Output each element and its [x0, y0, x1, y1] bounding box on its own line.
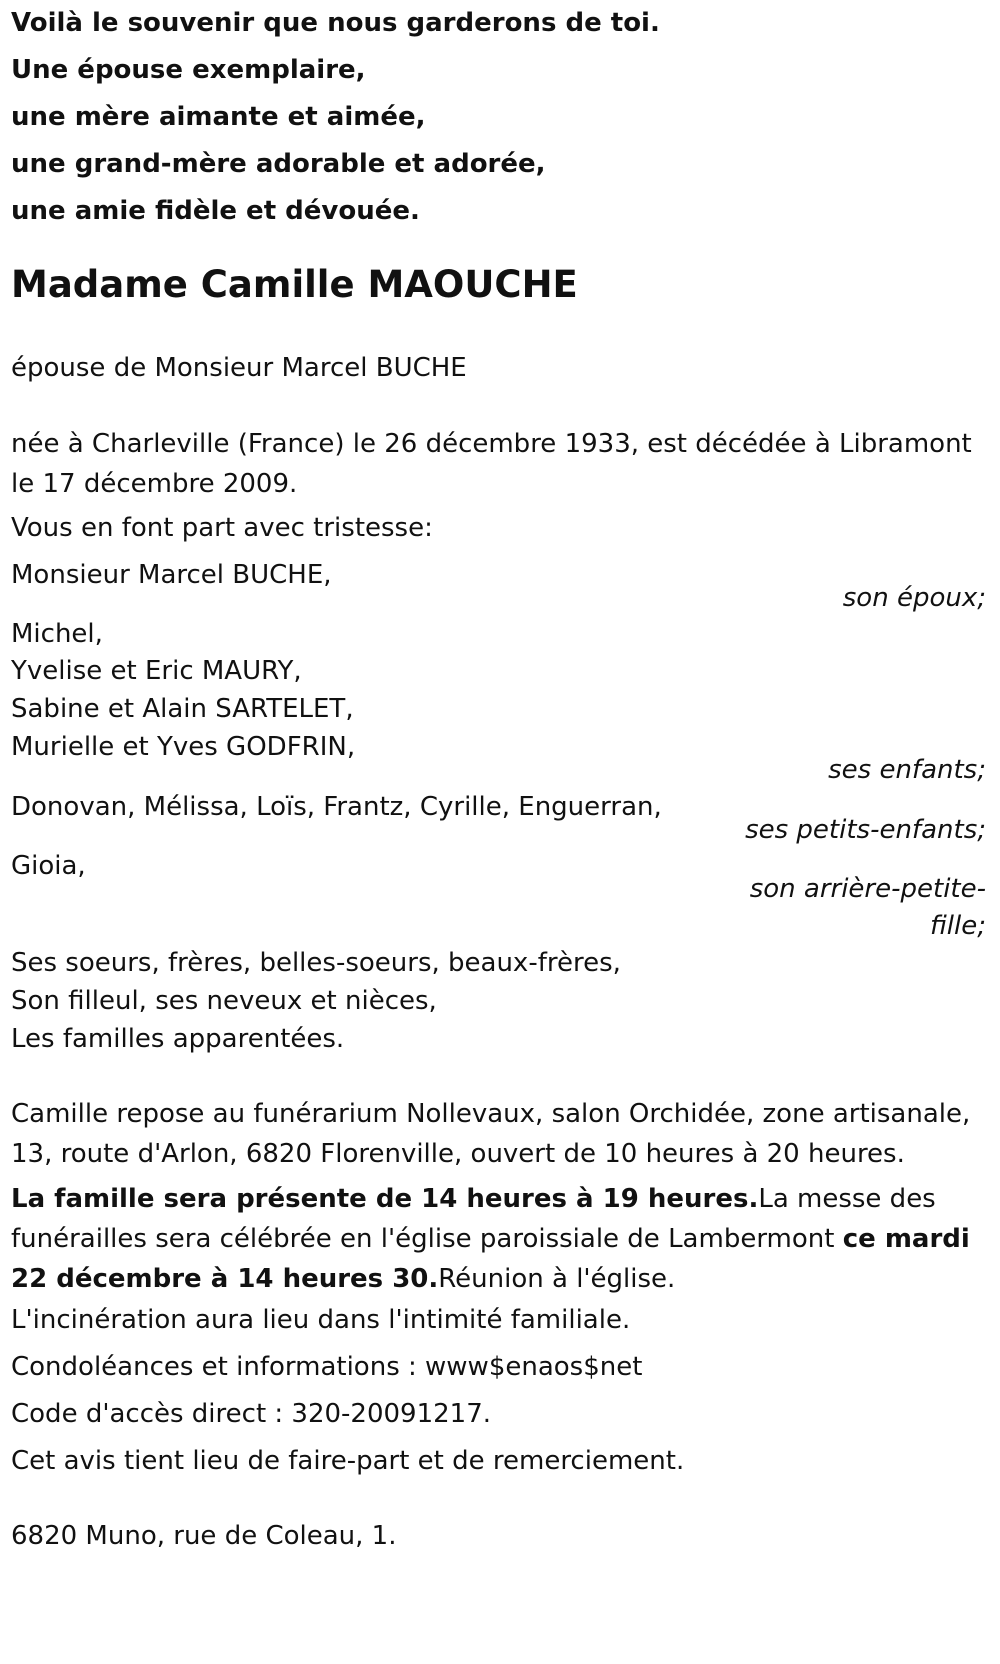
incineration-text: L'incinération aura lieu dans l'intimité familiale.	[11, 1305, 631, 1335]
husband-name: Monsieur Marcel BUCHE,	[11, 560, 332, 590]
family-present-text: La famille sera présente de 14 heures à 19 heures.	[11, 1184, 759, 1214]
poem-line-4: une grand-mère adorable et adorée,	[11, 149, 546, 179]
other-family-2: Son filleul, ses neveux et nièces,	[11, 986, 437, 1016]
mass-text: La messe des funérailles sera célébrée en l'église paroissiale de Lambermont	[11, 1184, 936, 1254]
condolences-text: Condoléances et informations : www$enaos$net	[11, 1352, 643, 1382]
announcement-text: Vous en font part avec tristesse:	[11, 513, 433, 543]
child-1: Michel,	[11, 619, 103, 649]
poem-line-1: Voilà le souvenir que nous garderons de toi.	[11, 8, 660, 38]
ceremony-date: ce mardi 22 décembre à 14 heures 30.	[11, 1224, 970, 1294]
great-grandchild-name: Gioia,	[11, 851, 86, 881]
spouse-line: épouse de Monsieur Marcel BUCHE	[11, 353, 467, 383]
ceremony-paragraph	[11, 1179, 986, 1299]
deceased-name: Madame Camille MAOUCHE	[11, 263, 578, 306]
funerarium-text: Camille repose au funérarium Nollevaux, salon Orchidée, zone artisanale, 13, route d'Arlon, 6820 Florenville, ouvert de 10 heures à 20 heures.	[11, 1099, 971, 1169]
child-3: Sabine et Alain SARTELET,	[11, 694, 354, 724]
notice-text: Cet avis tient lieu de faire-part et de remerciement.	[11, 1446, 685, 1476]
other-family-3: Les familles apparentées.	[11, 1024, 345, 1054]
child-2: Yvelise et Eric MAURY,	[11, 656, 302, 686]
children-role: ses enfants;	[828, 755, 986, 785]
poem-line-3: une mère aimante et aimée,	[11, 102, 426, 132]
great-grandchild-role-line-2: fille;	[930, 911, 986, 941]
address-text: 6820 Muno, rue de Coleau, 1.	[11, 1521, 397, 1551]
husband-role: son époux;	[842, 583, 986, 613]
meeting-text: Réunion à l'église.	[438, 1264, 676, 1294]
other-family-1: Ses soeurs, frères, belles-soeurs, beaux-frères,	[11, 948, 621, 978]
grandchildren-names: Donovan, Mélissa, Loïs, Frantz, Cyrille, Enguerran,	[11, 792, 662, 822]
child-4: Murielle et Yves GODFRIN,	[11, 732, 356, 762]
birth-death-text: née à Charleville (France) le 26 décembre 1933, est décédée à Libramont le 17 décembre 2009.	[11, 429, 972, 499]
poem-line-5: une amie fidèle et dévouée.	[11, 196, 420, 226]
poem-line-2: Une épouse exemplaire,	[11, 55, 366, 85]
grandchildren-role: ses petits-enfants;	[745, 815, 986, 845]
access-code-text: Code d'accès direct : 320-20091217.	[11, 1399, 492, 1429]
great-grandchild-role-line-1: son arrière-petite-	[749, 874, 986, 904]
